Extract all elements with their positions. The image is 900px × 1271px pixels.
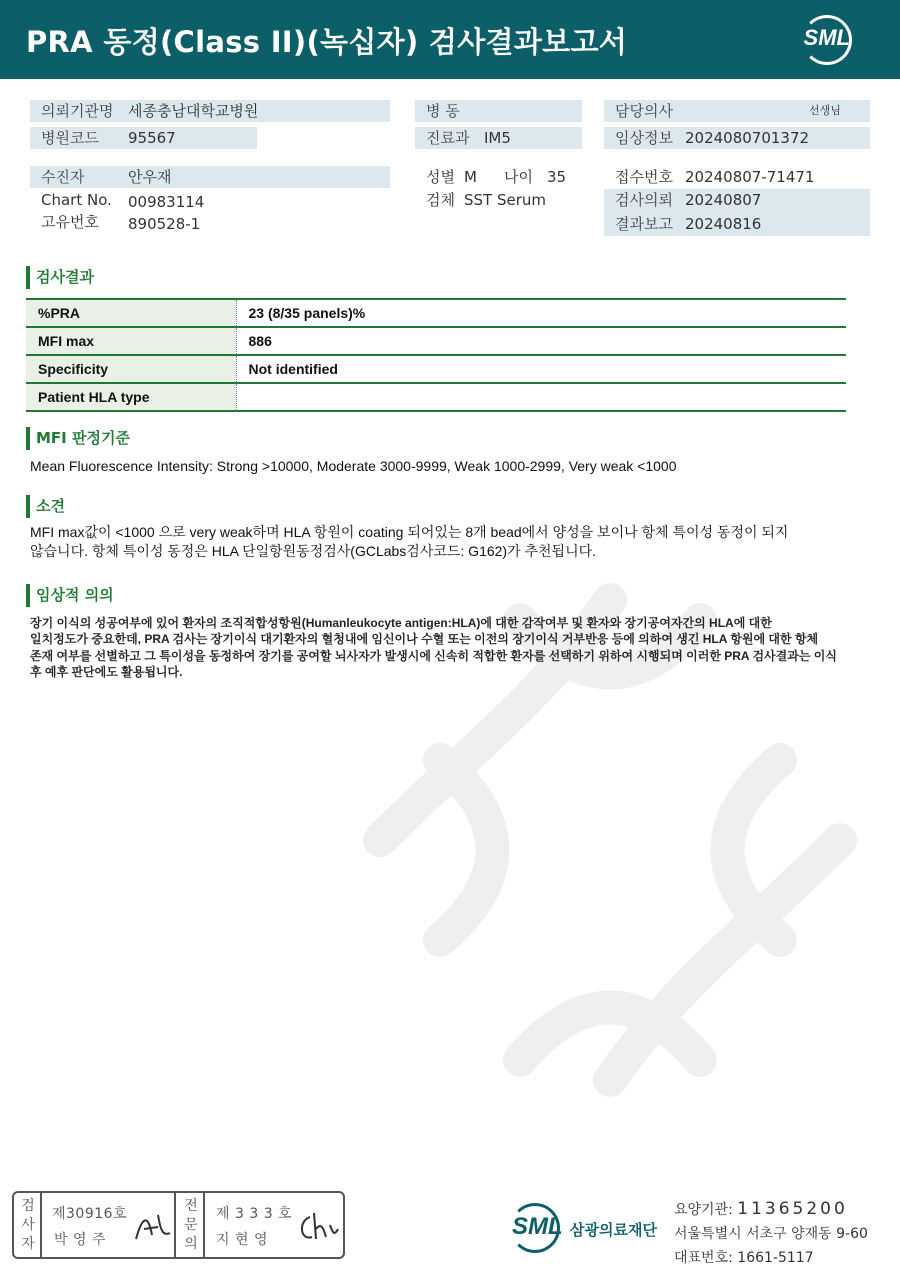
hospital-value: 세종충남대학교병원 — [128, 102, 259, 120]
sex-value: M — [464, 168, 477, 186]
ward-label: 병 동 — [426, 102, 460, 120]
patient-field — [30, 166, 390, 188]
footer-sml-logo: SML — [512, 1213, 563, 1240]
patient-value: 안우재 — [128, 168, 172, 186]
hospital-code-value: 95567 — [128, 129, 176, 147]
opinion-line-1: MFI max값이 <1000 으로 very weak하며 HLA 항원이 coating 되어있는 8개 bead에서 양성을 보이나 항체 특이성 동정이 되지 — [30, 524, 789, 540]
report-value: 20240816 — [685, 215, 762, 233]
patient-label: 수진자 — [41, 168, 85, 186]
mfi-section-title: MFI 판정기준 — [26, 427, 130, 450]
report-title: PRA 동정(Class II)(녹십자) 검사결과보고서 — [26, 25, 628, 59]
receipt-value: 20240807-71471 — [685, 168, 815, 186]
dept-label: 진료과 — [426, 129, 470, 147]
table-row — [26, 383, 846, 411]
results-table — [26, 298, 846, 412]
hospital-label: 의뢰기관명 — [41, 102, 114, 120]
tester-name: 박 영 주 — [54, 1232, 106, 1248]
request-value: 20240807 — [685, 191, 762, 209]
care-code-line — [674, 1197, 868, 1222]
doctor-value: 선생님 — [809, 104, 841, 117]
chart-label: Chart No. — [41, 191, 112, 209]
doctor-label: 담당의사 — [615, 102, 673, 120]
tester-number: 제30916호 — [52, 1206, 128, 1222]
id-value: 890528-1 — [128, 215, 201, 233]
clinical-line-3: 존재 여부를 선별하고 그 특이성을 동정하여 장기를 공여할 뇌사자가 발생시에 신속히 적합한 환자를 선택하기 위하여 시행되며 이러한 PRA 검사결과는 이식 — [30, 649, 837, 663]
doctor-field — [604, 100, 870, 122]
specialist-signature-icon — [296, 1207, 340, 1247]
specialist-number: 제 3 3 3 호 — [216, 1206, 293, 1222]
clinical-label: 임상정보 — [615, 129, 673, 147]
clinical-line-4: 후 예후 판단에도 활용됩니다. — [30, 665, 183, 679]
org-name: 삼광의료재단 — [570, 1221, 657, 1239]
clinical-line-2: 일치정도가 중요한데, PRA 검사는 장기이식 대기환자의 혈청내에 임신이나 수혈 또는 이전의 장기이식 거부반응 등에 의하여 생긴 HLA 항원에 대한 항체 — [30, 632, 819, 646]
results-section-title: 검사결과 — [26, 266, 94, 289]
receipt-label: 접수번호 — [615, 168, 673, 186]
result-key: Patient HLA type — [26, 383, 236, 411]
table-row — [26, 327, 846, 355]
footer-info — [674, 1197, 868, 1270]
result-key: MFI max — [26, 327, 236, 355]
report-header — [0, 0, 900, 79]
specimen-value: SST Serum — [464, 191, 547, 209]
address: 서울특별시 서초구 양재동 9-60 — [674, 1226, 868, 1242]
clinical-value: 2024080701372 — [685, 129, 810, 147]
hospital-code-field — [30, 127, 257, 149]
result-value: 23 (8/35 panels)% — [236, 299, 846, 327]
clinical-line-1: 장기 이식의 성공여부에 있어 환자의 조직적합성항원(Humanleukocyte antigen:HLA)에 대한 감작여부 및 환자와 장기공여자간의 HLA에 대한 — [30, 616, 772, 630]
ward-field — [415, 100, 582, 122]
table-row — [26, 355, 846, 383]
specialist-name: 지 현 영 — [216, 1232, 268, 1248]
opinion-section-title: 소견 — [26, 495, 65, 518]
tester-signature-icon — [132, 1207, 172, 1247]
clinical-section-title: 임상적 의의 — [26, 584, 114, 607]
care-code-label: 요양기관: — [674, 1202, 733, 1218]
dept-field — [415, 127, 582, 149]
tester-vertical-label: 검 사 자 — [21, 1198, 35, 1252]
result-key: %PRA — [26, 299, 236, 327]
age-label: 나이 — [504, 168, 533, 186]
age-value: 35 — [547, 168, 567, 186]
specimen-label: 검체 — [426, 191, 455, 209]
id-label: 고유번호 — [41, 213, 99, 231]
opinion-line-2: 않습니다. 항체 특이성 동정은 HLA 단일항원동정검사(GCLabs검사코드: G162)가 추천됩니다. — [30, 543, 597, 559]
sml-logo: SML — [803, 25, 850, 50]
specialist-vertical-label: 전 문 의 — [184, 1198, 198, 1252]
clinical-field — [604, 127, 870, 149]
table-row — [26, 299, 846, 327]
care-code-value: 11365200 — [737, 1199, 848, 1219]
signature-box — [12, 1191, 345, 1259]
phone-line — [674, 1246, 868, 1270]
sex-label: 성별 — [426, 168, 455, 186]
hospital-field — [30, 100, 390, 122]
mfi-text: Mean Fluorescence Intensity: Strong >10000, Moderate 3000-9999, Weak 1000-2999, Very weak <1000 — [30, 458, 677, 474]
phone-value: 1661-5117 — [737, 1250, 814, 1266]
hospital-code-label: 병원코드 — [41, 129, 99, 147]
dates-field — [604, 189, 870, 236]
footer-org-logo — [510, 1199, 660, 1257]
dept-value: IM5 — [484, 129, 511, 147]
phone-label: 대표번호: — [674, 1250, 733, 1266]
result-value — [236, 383, 846, 411]
result-value: Not identified — [236, 355, 846, 383]
chart-value: 00983114 — [128, 193, 205, 211]
report-label: 결과보고 — [615, 215, 673, 233]
result-value: 886 — [236, 327, 846, 355]
result-key: Specificity — [26, 355, 236, 383]
request-label: 검사의뢰 — [615, 191, 673, 209]
